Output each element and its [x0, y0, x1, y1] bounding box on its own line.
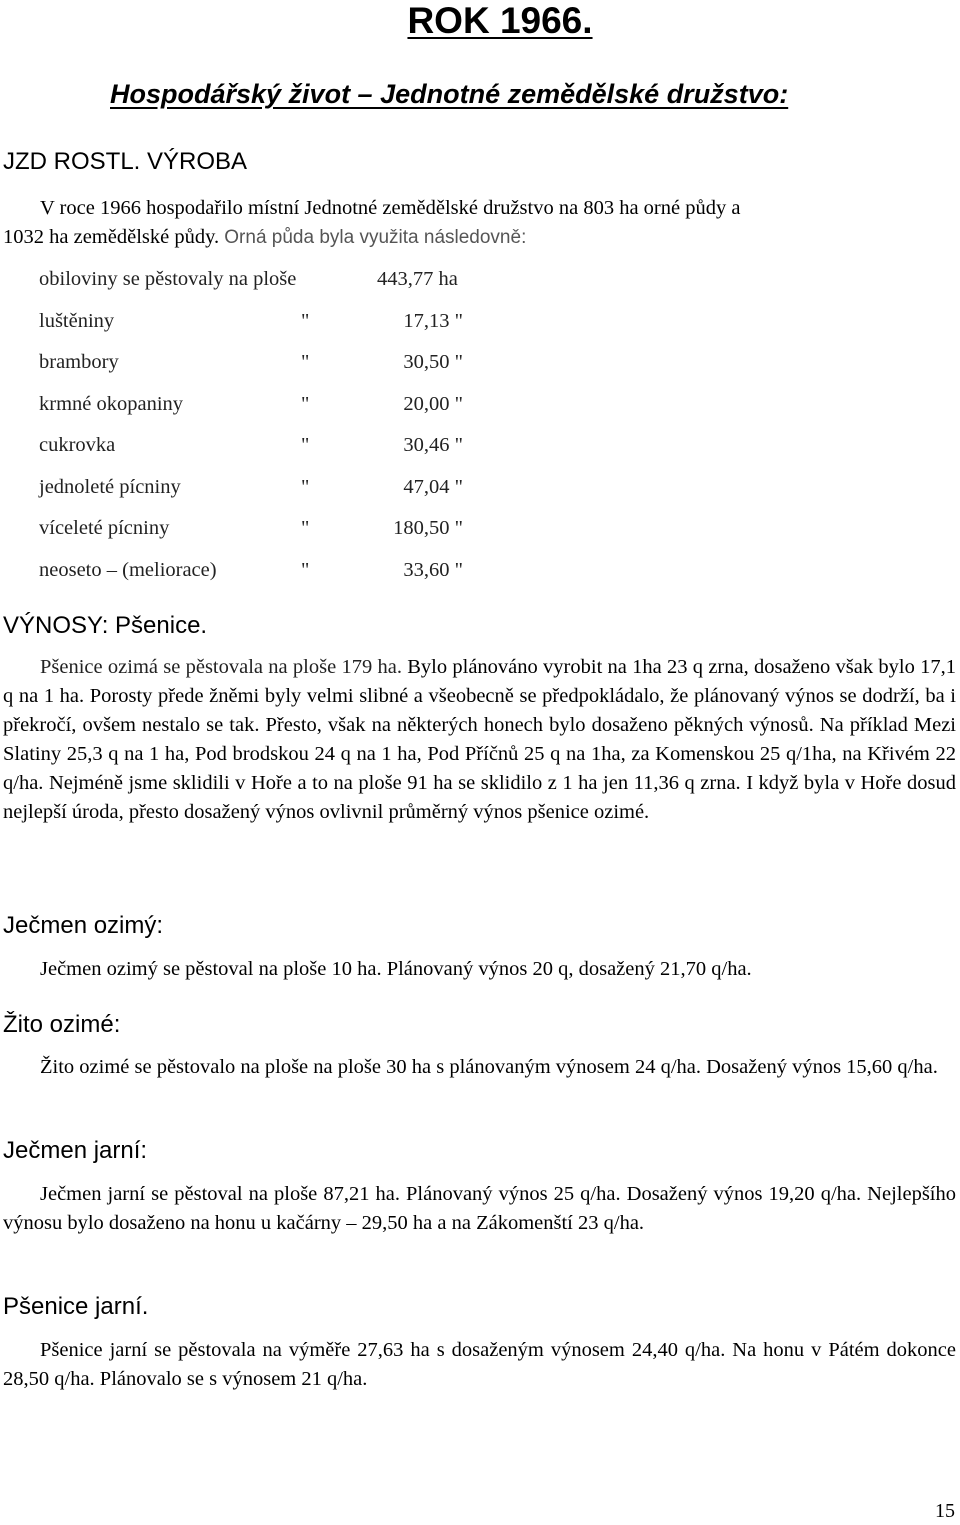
jzd-intro-line2-end: Orná půda byla využita následovně:: [224, 227, 527, 248]
crop-value: 20,00 ": [403, 393, 463, 415]
section-heading-vynosy: VÝNOSY: Pšenice.: [3, 612, 208, 639]
jecmen-ozimy-text: Ječmen ozimý se pěstoval na ploše 10 ha. Plánovaný výnos 20 q, dosažený 21,70 q/ha.: [40, 958, 752, 980]
crop-ditto: ": [301, 434, 310, 456]
crop-label: brambory: [39, 351, 119, 373]
crop-ditto: ": [301, 351, 310, 373]
page-title: ROK 1966.: [407, 0, 593, 41]
crop-value: 180,50 ": [393, 517, 463, 539]
page-subtitle: Hospodářský život – Jednotné zemědělské družstvo:: [110, 79, 789, 109]
crop-label: krmné okopaniny: [39, 393, 184, 415]
section-heading-psenice-jarni: Pšenice jarní.: [3, 1293, 149, 1320]
crop-ditto: ": [301, 559, 310, 581]
jzd-intro-line1: V roce 1966 hospodařilo místní Jednotné zemědělské družstvo na 803 ha orné půdy a: [40, 197, 741, 219]
zito-text: Žito ozimé se pěstovalo na ploše na ploše 30 ha s plánovaným výnosem 24 q/ha. Dosažený výnos 15,60 q/ha.: [40, 1056, 938, 1078]
crop-label: cukrovka: [39, 434, 116, 456]
jzd-intro-paragraph: [3, 194, 956, 252]
section-heading-jecmen-jarni: Ječmen jarní:: [3, 1137, 148, 1164]
crop-value: 30,46 ": [403, 434, 463, 456]
crop-ditto: ": [301, 476, 310, 498]
crop-label: neoseto – (meliorace): [39, 559, 217, 581]
crop-ditto: ": [301, 517, 310, 539]
crop-value: 443,77 ha: [377, 268, 458, 290]
crop-label: víceleté pícniny: [39, 517, 170, 539]
page-number: 15: [935, 1500, 955, 1522]
crop-ditto: ": [301, 393, 310, 415]
section-heading-jecmen-ozimy: Ječmen ozimý:: [3, 912, 164, 939]
jecmen-jarni-text: Ječmen jarní se pěstoval na ploše 87,21 ha. Plánovaný výnos 25 q/ha. Dosažený výnos 19,20 q/ha. Nejlepšího výnosu bylo dosaženo na honu u kačárny – 29,50 ha a na Zákomenští 23 q/ha.: [3, 1183, 956, 1234]
crop-value: 17,13 ": [403, 310, 463, 332]
vynosy-paragraph: [3, 653, 956, 827]
section-heading-jzd: JZD ROSTL. VÝROBA: [3, 148, 248, 175]
crop-ditto: ": [301, 310, 310, 332]
crop-label: jednoleté pícniny: [39, 476, 181, 498]
psenice-jarni-text: Pšenice jarní se pěstovala na výměře 27,63 ha s dosaženým výnosem 24,40 q/ha. Na honu v Pátém dokonce 28,50 q/ha. Plánovalo se s výnosem 21 q/ha.: [3, 1339, 956, 1390]
crop-value: 30,50 ": [403, 351, 463, 373]
zito-paragraph: [3, 1053, 956, 1082]
jecmen-ozimy-paragraph: [3, 955, 956, 984]
crop-label: luštěniny: [39, 310, 115, 332]
crop-value: 47,04 ": [403, 476, 463, 498]
section-heading-zito: Žito ozimé:: [3, 1011, 121, 1038]
crop-value: 33,60 ": [403, 559, 463, 581]
vynosy-text-a: Pšenice ozimá se pěstovala na ploše 179 ha.: [40, 656, 402, 678]
crop-label: obiloviny se pěstovaly na ploše: [39, 268, 297, 290]
jzd-intro-line2-start: 1032 ha zemědělské půdy.: [3, 226, 220, 248]
psenice-jarni-paragraph: [3, 1336, 956, 1394]
vynosy-text-b: Bylo plánováno vyrobit na 1ha 23 q zrna, dosaženo však bylo 17,1 q na 1 ha. Porosty přede žněmi byly velmi slibné a všeobecně se předpokládalo, že plánovaný výnos se dodrží, ba i překročí, ovšem nestalo se tak. Přesto, však na některých honech bylo dosaženo pěkných výnosů. Na příklad Mezi Slatiny 25,3 q na 1 ha, Pod brodskou 24 q na 1 ha, Pod Příčnů 25 q na 1ha, za Komenskou 25 q/1ha, na Křivém 22 q/ha. Nejméně jsme sklidili v Hoře a to na ploše 91 ha se sklidilo z 1 ha jen 11,36 q zrna. I když byla v Hoře dosud nejlepší úroda, přesto dosažený výnos ovlivnil průměrný výnos pšenice ozimé.: [3, 656, 956, 823]
jecmen-jarni-paragraph: [3, 1180, 956, 1238]
